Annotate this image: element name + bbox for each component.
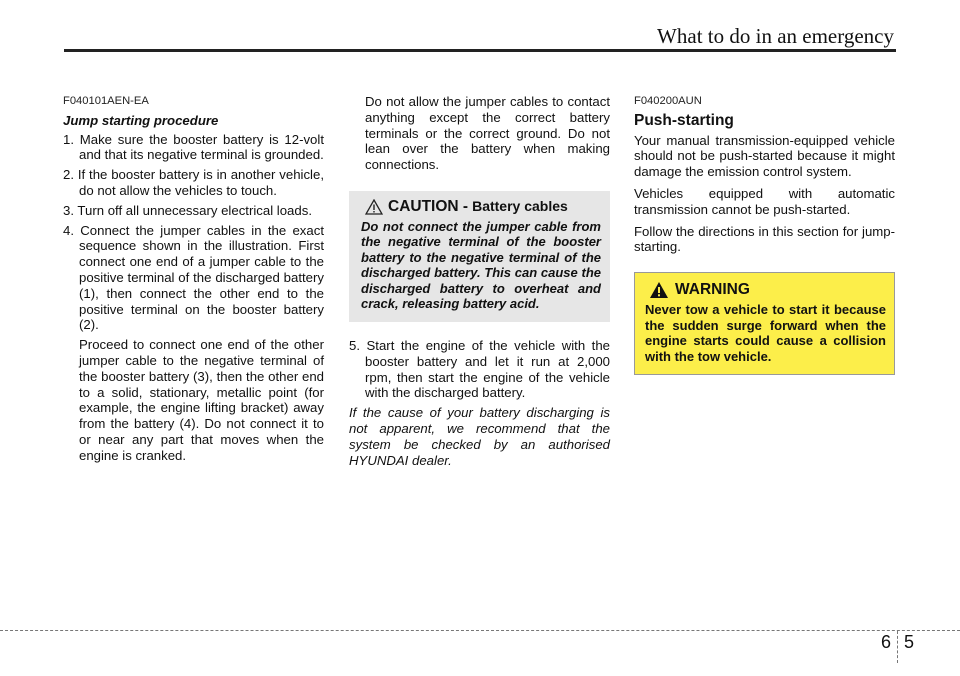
column-left: [63, 94, 324, 470]
caution-title: CAUTION -: [388, 198, 469, 216]
list-item: 3. Turn off all unnecessary electrical loads.: [63, 202, 312, 218]
header-rule: [64, 49, 896, 52]
list-item: 1. Make sure the booster battery is 12-volt and that its negative terminal is grounded.: [63, 131, 324, 163]
note-paragraph: If the cause of your battery discharging is not apparent, we recommend that the system be checked by an authorised HYUNDAI dealer.: [349, 405, 610, 468]
list-item: 5. Start the engine of the vehicle with the booster battery and let it run at 2,000 rpm, then start the engine of the vehicle with the discharged battery.: [349, 337, 610, 401]
caution-box: [349, 191, 610, 322]
column-right: [634, 94, 895, 375]
warning-header: [649, 281, 886, 299]
list-item: 4. Connect the jumper cables in the exact sequence shown in the illustration. First connect one end of a jumper cable to the positive terminal of the discharged battery (1), then connect the other end to the positive terminal on the booster battery (2).: [63, 222, 324, 333]
caution-header: [365, 199, 601, 215]
body-paragraph: Your manual transmission-equipped vehicle should not be push-started because it might damage the emission control system.: [634, 132, 895, 180]
section-code: F040200AUN: [634, 95, 702, 107]
page-number-value: 5: [903, 632, 914, 652]
section-subheading: Jump starting procedure: [63, 112, 219, 128]
chapter-number: 6: [880, 632, 891, 652]
page-number: [881, 631, 914, 663]
warning-box: [634, 272, 895, 375]
body-paragraph: Do not allow the jumper cables to contact anything except the correct battery terminals or the correct ground. Do not lean over the battery when making connections.: [365, 94, 610, 173]
steps-list: [63, 132, 324, 334]
warning-text: Never tow a vehicle to start it because the sudden surge forward when the engine starts could cause a collision with the tow vehicle.: [645, 302, 886, 364]
header-title: What to do in an emergency: [657, 24, 894, 48]
caution-triangle-icon: [365, 199, 383, 215]
warning-title: WARNING: [675, 281, 750, 299]
column-middle: [349, 94, 610, 474]
list-item: 2. If the booster battery is in another vehicle, do not allow the vehicles to touch.: [63, 167, 324, 198]
body-paragraph: Follow the directions in this section for jump-starting.: [634, 223, 895, 255]
section-code: F040101AEN-EA: [63, 95, 149, 107]
section-title: Push-starting: [634, 111, 734, 129]
footer-rule: [0, 630, 960, 631]
body-paragraph: Proceed to connect one end of the other jumper cable to the negative terminal of the booster battery (3), then the other end to a solid, stationary, metallic point (for example, the engine lifting bracket) away from the battery (4). Do not connect it to or near any part that moves when the engine is cranked.: [79, 337, 324, 463]
caution-subtitle: Battery cables: [472, 198, 568, 215]
body-paragraph: Vehicles equipped with automatic transmission cannot be push-started.: [634, 185, 895, 217]
steps-list: [349, 338, 610, 401]
warning-triangle-icon: [649, 281, 669, 299]
caution-text: Do not connect the jumper cable from the negative terminal of the booster battery to the negative terminal of the discharged battery. This can cause the discharged battery to overheat and crack, releasing battery acid.: [361, 218, 601, 312]
